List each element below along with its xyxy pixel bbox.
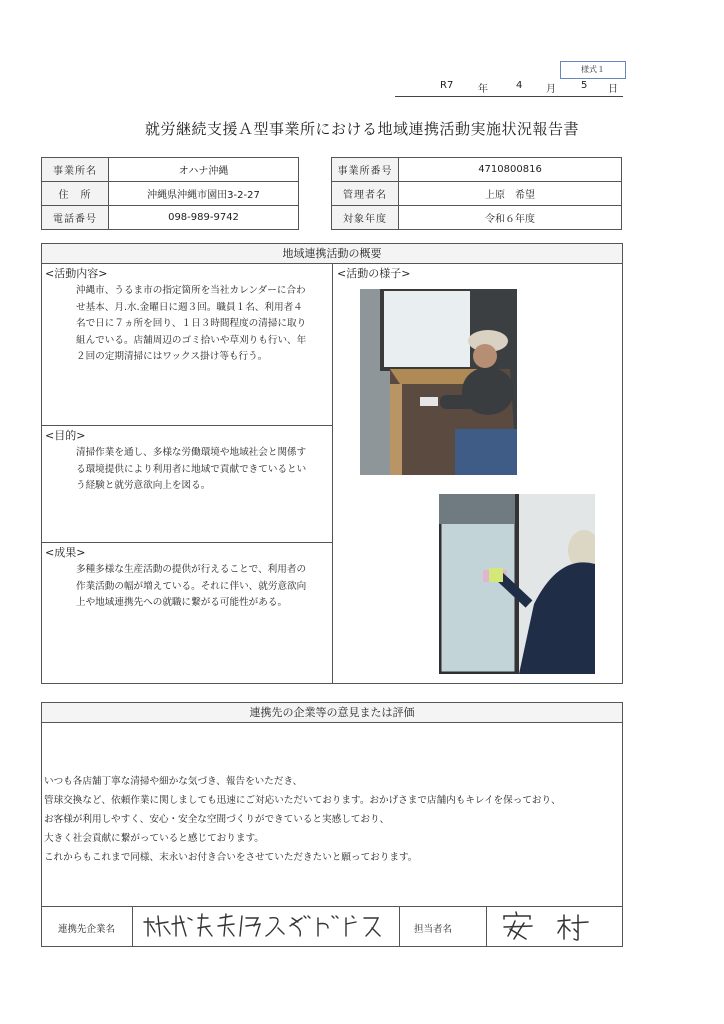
sig-col-divider-2 [399,906,400,946]
overview-divider-2 [42,542,332,543]
office-info-table-left [41,157,299,230]
office-phone-value: 098-989-9742 [109,206,299,230]
office-name-value: オハナ沖縄 [109,158,299,182]
activity-content-text: 沖縄市、うるま市の指定箇所を当社カレンダーに合わ せ基本、月.水.金曜日に週３回。職員１名、利用者４ 名で日に７ヵ所を回り、１日３時間程度の清掃に取り 組んでいる。店舗周辺のゴミ拾いや草刈りも行い、年 ２回の定期清掃にはワックス掛け等も行う。 [76,285,307,362]
target-year-value: 令和６年度 [399,206,622,230]
partner-company-signature [142,910,392,940]
office-phone-label: 電話番号 [42,206,109,230]
activity-overview-header: 地域連携活動の概要 [42,244,622,264]
partner-opinion-text: いつも各店舗丁寧な清掃や細かな気づき、報告をいただき、 管球交換など、依頼作業に関しましても迅速にご対応いただいております。おかげさまで店舗内もキレイを保っており、 お客様が利用しやすく、安心・安全な空間づくりができていると実感しており、 大きく社会貢献に繋がっていると感じております。 これからもこれまで同様、末永いお付き合いをさせていただきたいと願っております。 [44,776,561,863]
sig-col-divider-3 [486,906,487,946]
contact-person-label: 担当者名 [414,924,453,935]
result-label: <成果> [45,546,86,559]
contact-person-signature [498,909,608,941]
opinion-signature-divider [42,906,622,907]
activity-photo-floor-cleaning [360,289,517,475]
manager-label: 管理者名 [332,182,399,206]
date-year-unit: 年 [478,84,488,95]
activity-overview-box [41,243,623,684]
purpose-text: 清掃作業を通し、多様な労働環境や地域社会と関係す る環境提供により利用者に地域で貢献できているとい う経験と就労意欲向上を図る。 [76,447,307,491]
date-month-unit: 月 [546,84,556,95]
office-info-table-right [331,157,622,230]
overview-divider-1 [42,425,332,426]
date-underline [395,96,623,97]
date-era-year: R7 [440,80,454,91]
partner-opinion-header: 連携先の企業等の意見または評価 [42,703,622,723]
manager-value: 上原 希望 [399,182,622,206]
overview-column-divider [332,264,333,683]
office-number-value: 4710800816 [399,158,622,182]
partner-company-label: 連携先企業名 [58,924,116,935]
target-year-label: 対象年度 [332,206,399,230]
purpose-label: <目的> [45,429,86,442]
date-month: 4 [516,80,523,91]
activity-photo-window-cleaning [439,494,595,674]
date-day-unit: 日 [608,84,618,95]
office-address-value: 沖縄県沖縄市園田3-2-27 [109,182,299,206]
office-number-label: 事業所番号 [332,158,399,182]
report-date [395,80,623,96]
activity-photo-label: <活動の様子> [337,267,411,280]
form-number-label: 様式１ [560,61,626,79]
date-day: 5 [581,80,588,91]
sig-col-divider-1 [132,906,133,946]
activity-content-label: <活動内容> [45,267,108,280]
result-text: 多種多様な生産活動の提供が行えることで、利用者の 作業活動の幅が増えている。それに伴い、就労意欲向 上や地域連携先への就職に繋がる可能性がある。 [76,564,307,608]
office-name-label: 事業所名 [42,158,109,182]
office-address-label: 住 所 [42,182,109,206]
page-title: 就労継続支援Ａ型事業所における地域連携活動実施状況報告書 [144,120,579,138]
